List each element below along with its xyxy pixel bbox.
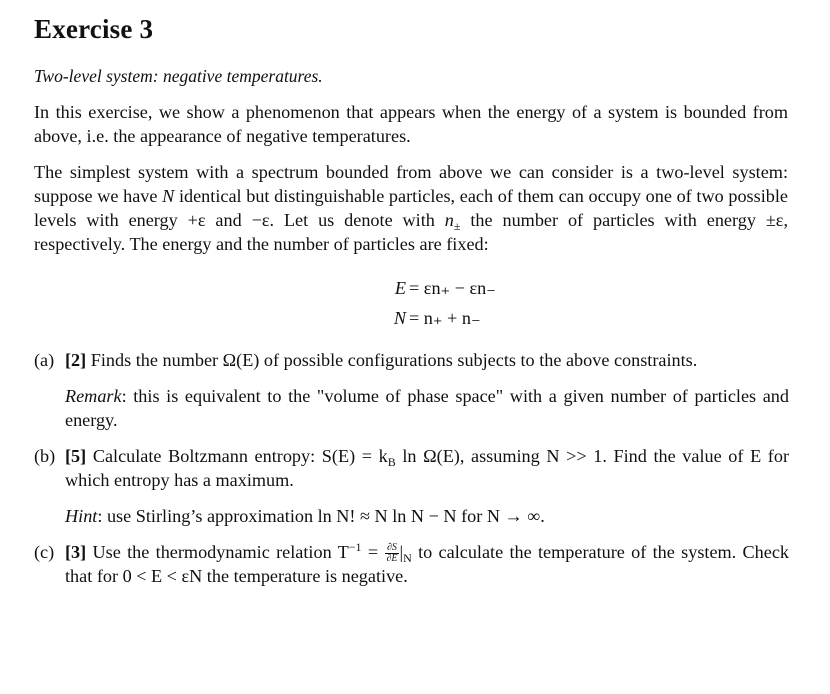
question-c-sup-inverse: −1 (348, 540, 362, 554)
question-c-bar-sub: N (403, 551, 412, 565)
intro-paragraph: In this exercise, we show a phenomenon that appears when the energy of a system is bounded from above, i.e. the appearance of negative temperatures. (34, 102, 788, 146)
question-b-label: (b) (34, 446, 56, 466)
question-b-hint-label: Hint (65, 506, 98, 526)
setup-text-3: the number of particles with energy ±ε, respectively. The energy and the number of particles are fixed: (34, 210, 788, 254)
question-a-remark-text: : this is equivalent to the "volume of phase space" with a given number of particles and energy. (65, 386, 789, 430)
question-b-hint-text: : use Stirling’s approximation ln N! ≈ N ln N − N for N → ∞. (97, 506, 545, 526)
exercise-subtitle: Two-level system: negative temperatures. (34, 66, 323, 86)
question-c-body (65, 540, 789, 588)
energy-equation (34, 276, 790, 300)
question-c-points: [3] (65, 542, 87, 562)
setup-text-2: identical but distinguishable particles, each of them can occupy one of two possible levels with energy +ε and −ε. Let us denote with (34, 186, 788, 230)
question-a-label: (a) (34, 350, 55, 370)
setup-paragraph (34, 160, 788, 256)
question-b-body (65, 444, 789, 492)
question-b-sub-b: B (387, 455, 396, 469)
question-b-text: Calculate Boltzmann entropy: S(E) = k (86, 446, 388, 466)
question-c-label: (c) (34, 542, 55, 562)
question-a-body (65, 348, 789, 372)
question-a-text: Finds the number Ω(E) of possible configurations subjects to the above constraints. (86, 350, 698, 370)
question-c-text-1: Use the thermodynamic relation T (86, 542, 349, 562)
question-c-text-eq: = (361, 542, 385, 562)
setup-text-1: The simplest system with a spectrum bounded from above we can consider is a two-level system: suppose we have (34, 162, 788, 206)
particle-number-equation (34, 306, 790, 330)
question-c-text-2: to calculate the temperature of the system. Check that for 0 < E < εN the temperature is negative. (65, 542, 789, 587)
exercise-title: Exercise 3 (34, 14, 154, 44)
fraction-numerator: ∂S (386, 542, 397, 554)
question-a-remark (65, 384, 789, 432)
setup-var-n-total: N (162, 186, 175, 206)
question-b-text-2: ln Ω(E), assuming N >> 1. Find the value of E for which entropy has a maximum. (65, 446, 789, 490)
question-a-points: [2] (65, 350, 87, 370)
fraction-denominator: ∂E (386, 553, 398, 565)
setup-sub-pm: ± (453, 219, 461, 233)
partial-derivative-fraction (385, 543, 398, 564)
energy-equation-lhs: E (394, 278, 406, 298)
question-b-hint (65, 504, 789, 528)
particle-number-equation-lhs: N (393, 308, 406, 328)
question-b-points: [5] (65, 446, 87, 466)
evaluation-bar: | (399, 542, 404, 562)
question-a-remark-label: Remark (65, 386, 122, 406)
particle-number-equation-rhs: = n₊ + n₋ (409, 308, 481, 328)
energy-equation-rhs: = εn₊ − εn₋ (409, 278, 496, 298)
setup-var-n: n (444, 210, 454, 230)
